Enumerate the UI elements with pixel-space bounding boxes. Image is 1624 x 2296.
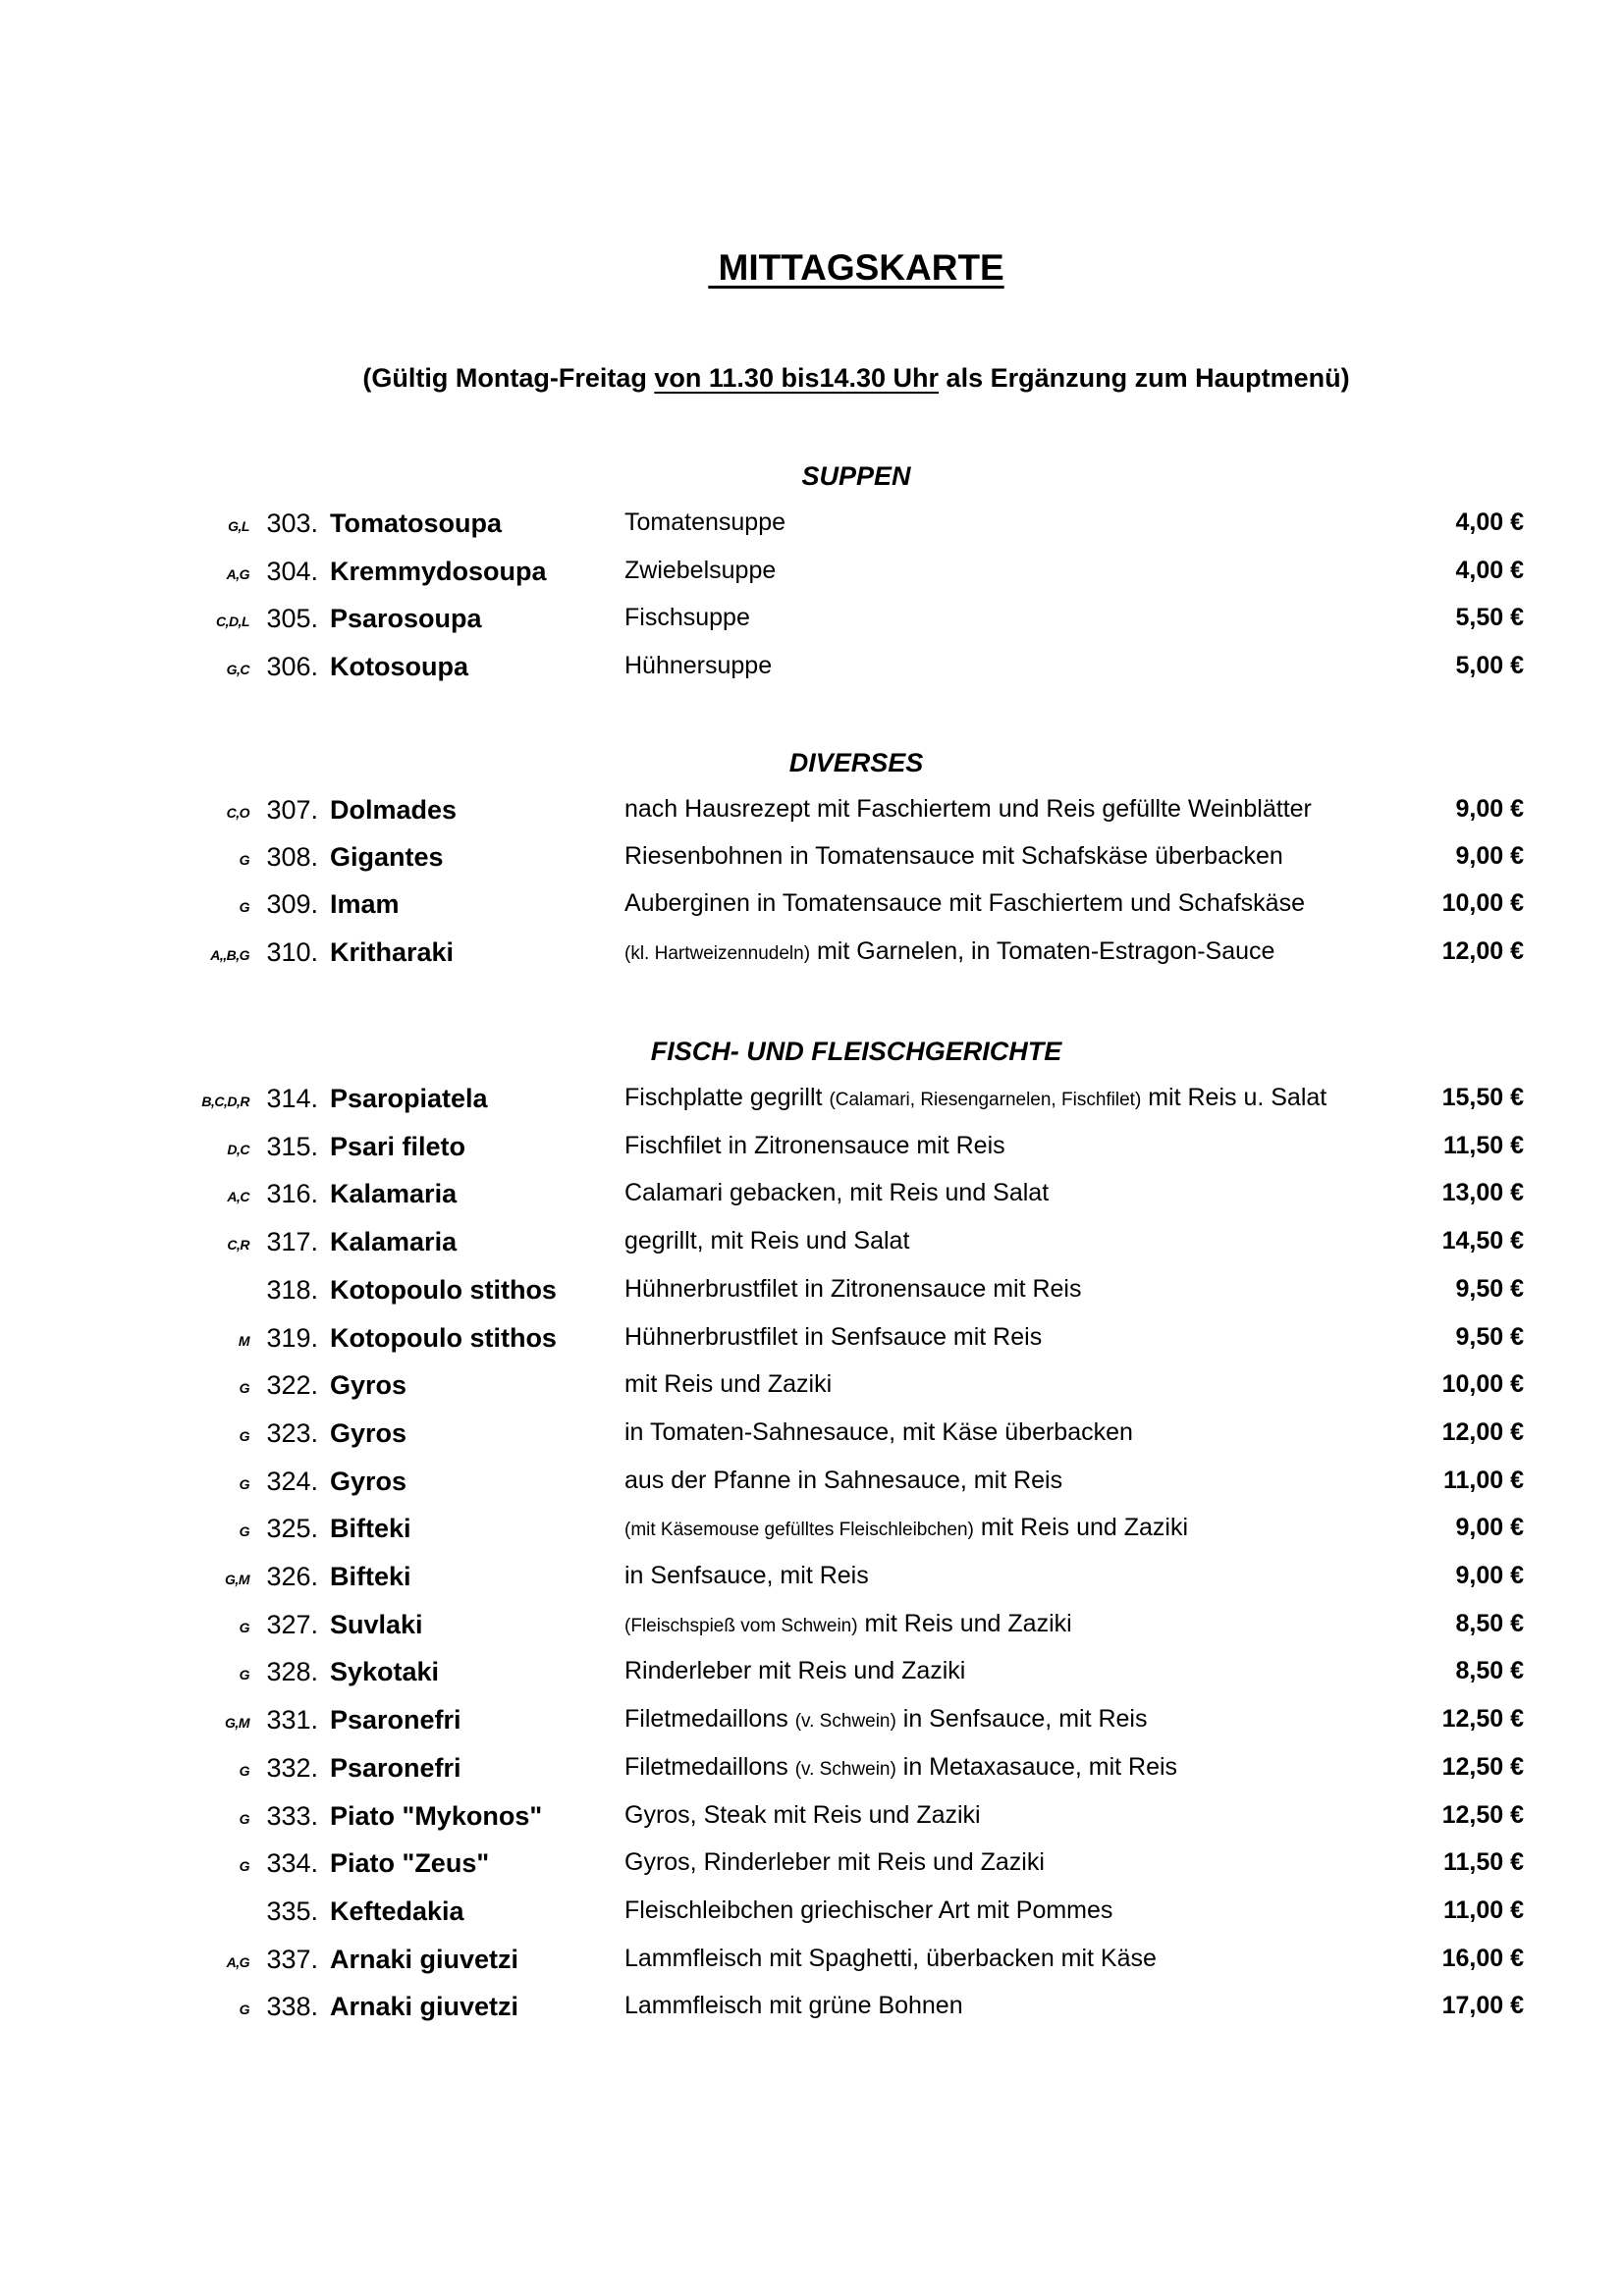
description-text: mit Reis und Zaziki [857,1610,1072,1637]
item-name: Psarosoupa [330,604,482,633]
description-text: Fischfilet in Zitronensauce mit Reis [624,1132,1005,1159]
item-number: 304. [266,557,318,586]
description-text: gegrillt, mit Reis und Salat [624,1227,910,1255]
item-price: 9,00 € [1455,842,1524,870]
item-description [624,1896,1112,1925]
item-number: 325. [266,1514,318,1543]
allergen-codes: C,O [226,805,249,821]
item-number: 335. [266,1896,318,1926]
item-price: 11,50 € [1442,1848,1524,1876]
menu-item [0,604,1624,643]
description-text: Hühnerbrustfilet in Zitronensauce mit Reis [624,1275,1082,1303]
item-description [624,508,785,537]
allergen-codes: M [238,1333,249,1349]
item-number: 305. [266,604,318,633]
description-text: Lammfleisch mit Spaghetti, überbacken mit Käse [624,1945,1157,1972]
allergen-codes: B,C,D,R [201,1094,249,1109]
allergen-codes: G [239,852,249,868]
item-description [624,1275,1081,1304]
item-description [624,1227,909,1255]
item-description [624,1753,1177,1782]
description-note: (Fleischspieß vom Schwein) [624,1616,858,1636]
item-description [624,1801,981,1830]
item-description [624,557,776,585]
item-description [624,1179,1049,1207]
item-price: 12,50 € [1441,1705,1524,1733]
description-note: (v. Schwein) [794,1711,896,1732]
menu-item [0,1945,1624,1984]
item-description [624,937,1274,966]
item-description [624,1657,965,1685]
description-note: (mit Käsemouse gefülltes Fleischleibchen) [624,1520,974,1540]
item-price: 8,50 € [1455,1610,1524,1637]
item-description [624,1418,1133,1447]
menu-item [0,1275,1624,1314]
validity-note [0,363,1624,394]
description-text: mit Reis und Zaziki [624,1370,833,1398]
validity-note-post: als Ergänzung zum Hauptmenü) [939,363,1350,393]
item-name: Arnaki giuvetzi [330,1992,519,2021]
description-text: Gyros, Rinderleber mit Reis und Zaziki [624,1848,1045,1876]
item-price: 14,50 € [1441,1227,1524,1255]
item-price: 4,00 € [1455,508,1524,536]
menu-item [0,1132,1624,1171]
item-price: 9,50 € [1455,1323,1524,1351]
item-number: 306. [266,652,318,681]
description-text: Fischsuppe [624,604,750,631]
description-text: in Senfsauce, mit Reis [895,1705,1148,1733]
item-name: Keftedakia [330,1896,464,1926]
description-text: Tomatensuppe [624,508,786,536]
item-name: Kalamaria [330,1227,458,1256]
item-price: 11,00 € [1442,1467,1524,1494]
item-name: Dolmades [330,795,458,825]
item-price: 11,50 € [1442,1132,1524,1159]
item-description [624,1610,1072,1638]
item-name: Kotosoupa [330,652,468,681]
item-name: Psaronefri [330,1705,461,1735]
description-text: aus der Pfanne in Sahnesauce, mit Reis [624,1467,1063,1494]
menu-item [0,1323,1624,1362]
item-name: Bifteki [330,1562,411,1591]
item-price: 5,50 € [1455,604,1524,631]
item-price: 12,00 € [1441,1418,1524,1446]
item-price: 9,50 € [1455,1275,1524,1303]
allergen-codes: G [239,1763,249,1779]
item-name: Piato "Zeus" [330,1848,490,1878]
item-name: Psari fileto [330,1132,466,1161]
description-text: in Tomaten-Sahnesauce, mit Käse überbacken [624,1418,1133,1446]
description-text: Calamari gebacken, mit Reis und Salat [624,1179,1050,1206]
menu-item [0,889,1624,929]
allergen-codes: G [239,2002,249,2017]
item-number: 322. [266,1370,318,1400]
item-name: Imam [330,889,400,919]
item-name: Gigantes [330,842,444,872]
item-price: 15,50 € [1441,1084,1524,1111]
allergen-codes: D,C [227,1142,249,1157]
item-name: Kremmydosoupa [330,557,547,586]
item-name: Psaronefri [330,1753,461,1783]
item-number: 331. [266,1705,318,1735]
item-number: 326. [266,1562,318,1591]
item-price: 9,00 € [1455,795,1524,823]
description-text: Hühnerbrustfilet in Senfsauce mit Reis [624,1323,1043,1351]
menu-item [0,842,1624,881]
description-text: Gyros, Steak mit Reis und Zaziki [624,1801,981,1829]
menu-item [0,1084,1624,1123]
item-number: 328. [266,1657,318,1686]
item-description [624,1132,1005,1160]
menu-item [0,557,1624,596]
allergen-codes: G [239,1620,249,1635]
item-price: 10,00 € [1441,889,1524,917]
item-price: 8,50 € [1455,1657,1524,1684]
allergen-codes: C,R [227,1237,249,1253]
item-number: 319. [266,1323,318,1353]
item-price: 4,00 € [1455,557,1524,584]
item-description [624,1562,869,1590]
item-name: Gyros [330,1467,407,1496]
menu-item [0,1801,1624,1841]
allergen-codes: A,C [227,1189,249,1204]
allergen-codes: C,D,L [215,614,249,629]
menu-item [0,1705,1624,1744]
item-name: Sykotaki [330,1657,440,1686]
description-text: nach Hausrezept mit Faschiertem und Reis gefüllte Weinblätter [624,795,1312,823]
menu-item [0,1227,1624,1266]
item-price: 12,00 € [1441,937,1524,965]
allergen-codes: G [239,1523,249,1539]
item-description [624,604,750,632]
item-number: 317. [266,1227,318,1256]
description-text: Hühnersuppe [624,652,773,679]
item-name: Tomatosoupa [330,508,502,538]
page-title: MITTAGSKARTE [708,247,1004,288]
item-description [624,1945,1157,1973]
item-name: Gyros [330,1418,407,1448]
menu-item [0,1179,1624,1218]
item-price: 12,50 € [1441,1801,1524,1829]
item-name: Kritharaki [330,937,455,967]
allergen-codes: G,M [225,1715,249,1731]
item-number: 316. [266,1179,318,1208]
item-number: 333. [266,1801,318,1831]
item-description [624,889,1305,918]
allergen-codes: G,C [226,662,249,677]
item-number: 314. [266,1084,318,1113]
menu-item [0,508,1624,548]
description-text: in Metaxasauce, mit Reis [895,1753,1178,1781]
description-text: Fischplatte gegrillt [624,1084,830,1111]
item-description [624,795,1312,824]
item-description [624,1705,1147,1734]
description-text: Filetmedaillons [624,1753,795,1781]
item-description [624,1084,1326,1112]
item-description [624,842,1283,871]
item-name: Piato "Mykonos" [330,1801,543,1831]
menu-item [0,1753,1624,1792]
description-note: (Calamari, Riesengarnelen, Fischfilet) [829,1090,1142,1110]
item-description [624,1467,1062,1495]
item-number: 303. [266,508,318,538]
validity-hours: von 11.30 bis14.30 Uhr [654,363,940,393]
item-description [624,1323,1042,1352]
menu-item [0,1992,1624,2031]
item-price: 16,00 € [1441,1945,1524,1972]
description-text: Lammfleisch mit grüne Bohnen [624,1992,963,2019]
menu-item [0,795,1624,834]
menu-item [0,1370,1624,1410]
item-number: 323. [266,1418,318,1448]
allergen-codes: G [239,1428,249,1444]
allergen-codes: A,G [226,566,249,582]
allergen-codes: G [239,1858,249,1874]
item-number: 334. [266,1848,318,1878]
allergen-codes: A,G [226,1954,249,1970]
allergen-codes: G [239,1667,249,1682]
allergen-codes: G [239,899,249,915]
allergen-codes: G,M [225,1572,249,1587]
description-text: Rinderleber mit Reis und Zaziki [624,1657,966,1684]
item-price: 13,00 € [1441,1179,1524,1206]
item-price: 5,00 € [1455,652,1524,679]
item-number: 309. [266,889,318,919]
item-price: 9,00 € [1455,1514,1524,1541]
item-number: 337. [266,1945,318,1974]
description-note: (kl. Hartweizennudeln) [624,943,811,964]
menu-item [0,1896,1624,1936]
item-description [624,1514,1188,1542]
item-number: 315. [266,1132,318,1161]
item-number: 332. [266,1753,318,1783]
description-note: (v. Schwein) [794,1759,896,1780]
description-text: mit Garnelen, in Tomaten-Estragon-Sauce [810,937,1275,965]
item-price: 12,50 € [1441,1753,1524,1781]
menu-item [0,1848,1624,1888]
item-description [624,652,772,680]
item-price: 11,00 € [1442,1896,1524,1924]
item-number: 327. [266,1610,318,1639]
item-price: 10,00 € [1441,1370,1524,1398]
section-suppen-heading: SUPPEN [801,461,911,491]
menu-item [0,1467,1624,1506]
allergen-codes: G [239,1811,249,1827]
description-text: mit Reis u. Salat [1141,1084,1327,1111]
item-name: Kotopoulo stithos [330,1275,557,1305]
item-description [624,1370,832,1399]
menu-item [0,937,1624,977]
menu-item [0,1610,1624,1649]
item-name: Kalamaria [330,1179,458,1208]
item-name: Gyros [330,1370,407,1400]
item-number: 338. [266,1992,318,2021]
allergen-codes: G [239,1380,249,1396]
description-text: mit Reis und Zaziki [973,1514,1189,1541]
item-name: Psaropiatela [330,1084,488,1113]
allergen-codes: G,L [228,518,249,534]
description-text: Fleischleibchen griechischer Art mit Pommes [624,1896,1113,1924]
allergen-codes: A,,B,G [210,947,249,963]
menu-item [0,1514,1624,1553]
validity-note-pre: (Gültig Montag-Freitag [362,363,655,393]
item-name: Suvlaki [330,1610,423,1639]
allergen-codes: G [239,1476,249,1492]
description-text: Riesenbohnen in Tomatensauce mit Schafskäse überbacken [624,842,1283,870]
item-number: 324. [266,1467,318,1496]
menu-item [0,652,1624,691]
item-number: 310. [266,937,318,967]
description-text: Auberginen in Tomatensauce mit Faschiertem und Schafskäse [624,889,1305,917]
section-diverses-heading: DIVERSES [788,748,924,777]
item-price: 9,00 € [1455,1562,1524,1589]
menu-item [0,1418,1624,1458]
description-text: Zwiebelsuppe [624,557,777,584]
description-text: in Senfsauce, mit Reis [624,1562,869,1589]
item-name: Kotopoulo stithos [330,1323,557,1353]
description-text: Filetmedaillons [624,1705,795,1733]
item-number: 307. [266,795,318,825]
section-fisch-fleisch-heading: FISCH- UND FLEISCHGERICHTE [650,1037,1062,1066]
item-price: 17,00 € [1441,1992,1524,2019]
item-description [624,1992,963,2020]
menu-item [0,1657,1624,1696]
menu-item [0,1562,1624,1601]
item-number: 318. [266,1275,318,1305]
item-description [624,1848,1045,1877]
item-name: Bifteki [330,1514,411,1543]
item-number: 308. [266,842,318,872]
item-name: Arnaki giuvetzi [330,1945,519,1974]
